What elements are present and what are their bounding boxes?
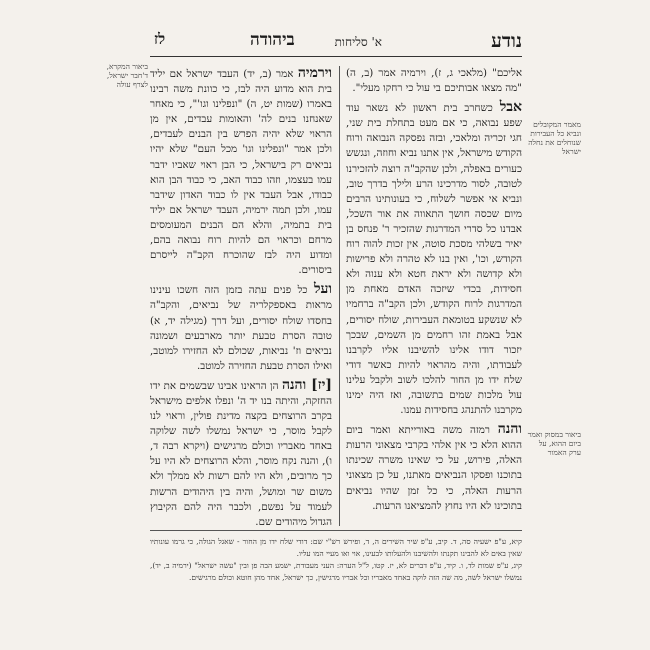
footnote: קיא, ע"פ ישעיה סה, ד. קיב, ע"פ שיר השירים ה, ד, ופירש רש"י שם: דודי שלח ידו מן החור - שאגל הגולה, כי גרמו עונותיו שאין באים לא להבינו תקנתו ולהשיבנו ולהעלותו לבעינו, אוי ואו מעיי המו עליו. [150, 537, 522, 558]
page-number: לז [154, 30, 166, 48]
text-column-left [150, 66, 332, 528]
running-header [150, 28, 522, 57]
paragraph: אבל כשחרב בית ראשון לא נשאר עוד שפע נבואה, כי אם מעט בתחלת בית שני, חגי זכריה ומלאכי, ובזה נפסקה הנבואה ורוח הקודש מישראל, אין אתנו נביא וחוזה, ונגשש כעורים באפלה, ולכן שהקב"ה רוצה להזכירנו לטובה, לסור מדרכינו הרע ולילך בדרך טוב, ונביא אי אפשר לשלוח, כי בעונותינו הרבים מיום שכסה חושך התאווה את אור השכל, אבדנו כל סדרי המדרגות שהזכיר ר' פנחס בן יאיר בשלהי מסכת סוטה, אין זכות להוה רוח הקודש, וכו', ואין בנו לא טהרה ולא פרישות ולא קדושה ולא יראת חטא ולא ענוה ולא חסידות, בכדי שיזכה האדם מאחת מן המדרגות לרוח הקודש, ולכן הקב"ה ברחמיו לא שנשקע בטומאת העבירות, שולח יסורים, אבל באמת זהו רחמים מן השמים, שבכך יזכור דודו אלינו להשיבנו אליו לקרבנו לעבודתו, והיה מהראוי להיות כאשר דודי שלח ידו מן החור להלכו לשוב ולקבל עלינו עול מלכות שמים בתשובה, ואז היה ימינו מקרבנו להתנהג בחסידות עמנו. [346, 99, 522, 417]
paragraph: [יז] והנה הן הראינו אבינו שבשמים את ידו החזקה, והיתה בנו יד ה' ונפלו אלפים מישראל בקרב הרוצחים בקצה מדינת פולין, וראוי לנו לקבל מוסר, כי ישראל נמשלו לשה שלוקה באחד מאבריו וכולם מרגישים (ויקרא רבה ד, ו), והנה נקח מוסר, והלא הרוצחים לא היו על כך מרובים, ולא היו להם רשות לא ממלך ולא משום שר ומושל, והיה בין היהודים הרשות לעמוד על נפשם, ולכבר היה להם הקיבוץ הגדול מיהודים שם. [150, 376, 332, 528]
paragraph: והנה רמזה משה באורייתא ואמר ביום ההוא הלא כי אין אלהי בקרבי מצאוני הרעות האלה, פירוש, על כי שאינו משרה שכינתו בתוכנו ופסקו הנביאים מאתנו, על כן מצאוני הרעות האלה, כי כל זמן שהיו נביאים בתוכינו לא היו נחוץ להמציאנו הרעות. [346, 421, 522, 512]
margin-gloss: ביאור במסוק ואמר ביום ההוא, על ערק האמור [527, 430, 581, 457]
paragraph: וירמיה אמר (ב, יד) העבד ישראל אם יליד בית הוא מדוע היה לבז, כי כוונת משה רבינו באמרו (שמות יט, ה) "ונפלינו וגו'", כי מאחר שאנחנו בנים לה' והאומות עבדים, אין מן הראוי שלא יהיה הפרש בין הבנים לעבדים, ולכן אמר "ונפלינו וגו' מכל העם" שלא יהיו נביאים רק בישראל, כי הבן ראוי שאביו ידבר עמו בעצמו, וזהו כבוד האב, כי כבוד הבן הוא כבודו, אבל העבד אין לו כבוד האדון שידבר עמו, ולכן תמה ירמיה, העבד ישראל אם יליד בית בתמיה, והלא הם הבנים המעומסים מרחם וכראוי הם להיות רוח נבואה בהם, ומדוע היה לבז שהוכרח הקב"ה לייסרם ביסורים. [150, 66, 332, 277]
paragraph: ועל כל פנים עתה בזמן הזה חשכו עינינו מראות באספקלריה של נביאים, והקב"ה בחסדו שולח יסורים, ועל דרך (מגילה יד, א) טובה הסרת טבעת יותר מארבעים ושמונה נביאים וז' נביאות, שכולם לא החזירו למוטב, ואילו הסרת טבעת החזירה למוטב. [150, 281, 332, 372]
column-divider [339, 66, 340, 526]
footnote-separator [150, 530, 522, 531]
text-column-right [346, 66, 522, 528]
header-book-title: ביהודה [250, 30, 295, 50]
header-section: א' סליחות [334, 35, 382, 49]
margin-gloss: מאמר המקובלים ונביא כל העבירות שנוחלים את נחלה ישראל [528, 120, 581, 156]
header-running-title: נודע [491, 30, 522, 52]
paragraph: אליכם" (מלאכי ג, ז), וירמיה אמר (ב, ה) "מה מצאו אבותיכם בי עול כי רחקו מעלי". [346, 67, 522, 95]
footnotes [150, 536, 522, 584]
footnote: קיג, ע"פ שמות לד, ו. קיד, ע"פ דברים לא, יז. קטו, ל"ל הערה: העני מעבודת, ישמע הבה פן ובין "עשה ישראל" (ירמיה ב, יד), נמשלו ישראל לשה, מה שה הזה לוקה באחד מאבריו וכל אבריו מרגישין, כך ישראל, אחד מהן חוטא וכולם מרגישים. [150, 561, 522, 582]
margin-gloss: ביאור המקרא, ד'חבר ישראל, לצרף עולה [106, 62, 148, 89]
